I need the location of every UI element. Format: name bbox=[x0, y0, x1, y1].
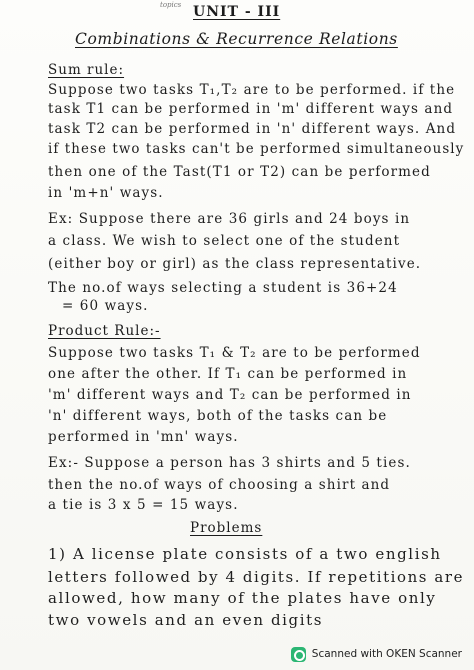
scanner-text: Scanned with OKEN Scanner bbox=[311, 648, 462, 660]
scanner-watermark bbox=[291, 646, 462, 662]
example2-line: a tie is 3 x 5 = 15 ways. bbox=[48, 497, 239, 513]
example1-line: (either boy or girl) as the class representative. bbox=[48, 256, 422, 272]
oken-scanner-icon bbox=[291, 647, 306, 662]
sum-rule-line: task T1 can be performed in 'm' different ways and bbox=[48, 101, 454, 117]
topics-note: topics bbox=[160, 1, 182, 9]
product-rule-line: 'n' different ways, both of the tasks can be bbox=[48, 408, 388, 424]
sum-rule-line: if these two tasks can't be performed simultaneously bbox=[48, 141, 465, 157]
unit-heading: UNIT - III bbox=[193, 4, 281, 20]
product-rule-line: Suppose two tasks T₁ & T₂ are to be performed bbox=[48, 345, 421, 361]
example2-line: Ex:- Suppose a person has 3 shirts and 5 ties. bbox=[48, 455, 411, 471]
sum-rule-line: then one of the Tast(T1 or T2) can be performed bbox=[48, 164, 431, 180]
page-title: Combinations & Recurrence Relations bbox=[75, 30, 398, 48]
product-rule-label: Product Rule:- bbox=[48, 323, 161, 339]
problems-label: Problems bbox=[190, 520, 263, 536]
sum-rule-label: Sum rule: bbox=[48, 62, 125, 78]
problem-line: allowed, how many of the plates have only bbox=[48, 589, 437, 607]
product-rule-line: 'm' different ways and T₂ can be performed in bbox=[48, 387, 412, 403]
product-rule-line: performed in 'mn' ways. bbox=[48, 429, 239, 445]
example1-line: The no.of ways selecting a student is 36+24 bbox=[48, 280, 398, 296]
example1-line: = 60 ways. bbox=[62, 298, 149, 314]
problem-line: 1) A license plate consists of a two english bbox=[48, 545, 442, 563]
product-rule-line: one after the other. If T₁ can be performed in bbox=[48, 366, 408, 382]
problem-line: letters followed by 4 digits. If repetitions are bbox=[48, 568, 465, 586]
example2-line: then the no.of ways of choosing a shirt and bbox=[48, 477, 391, 493]
example1-line: Ex: Suppose there are 36 girls and 24 boys in bbox=[48, 211, 411, 227]
sum-rule-line: task T2 can be performed in 'n' different ways. And bbox=[48, 121, 457, 137]
problem-line: two vowels and an even digits bbox=[48, 611, 324, 629]
sum-rule-line: Suppose two tasks T₁,T₂ are to be performed. if the bbox=[48, 82, 456, 98]
example1-line: a class. We wish to select one of the student bbox=[48, 233, 401, 249]
sum-rule-line: in 'm+n' ways. bbox=[48, 185, 164, 201]
